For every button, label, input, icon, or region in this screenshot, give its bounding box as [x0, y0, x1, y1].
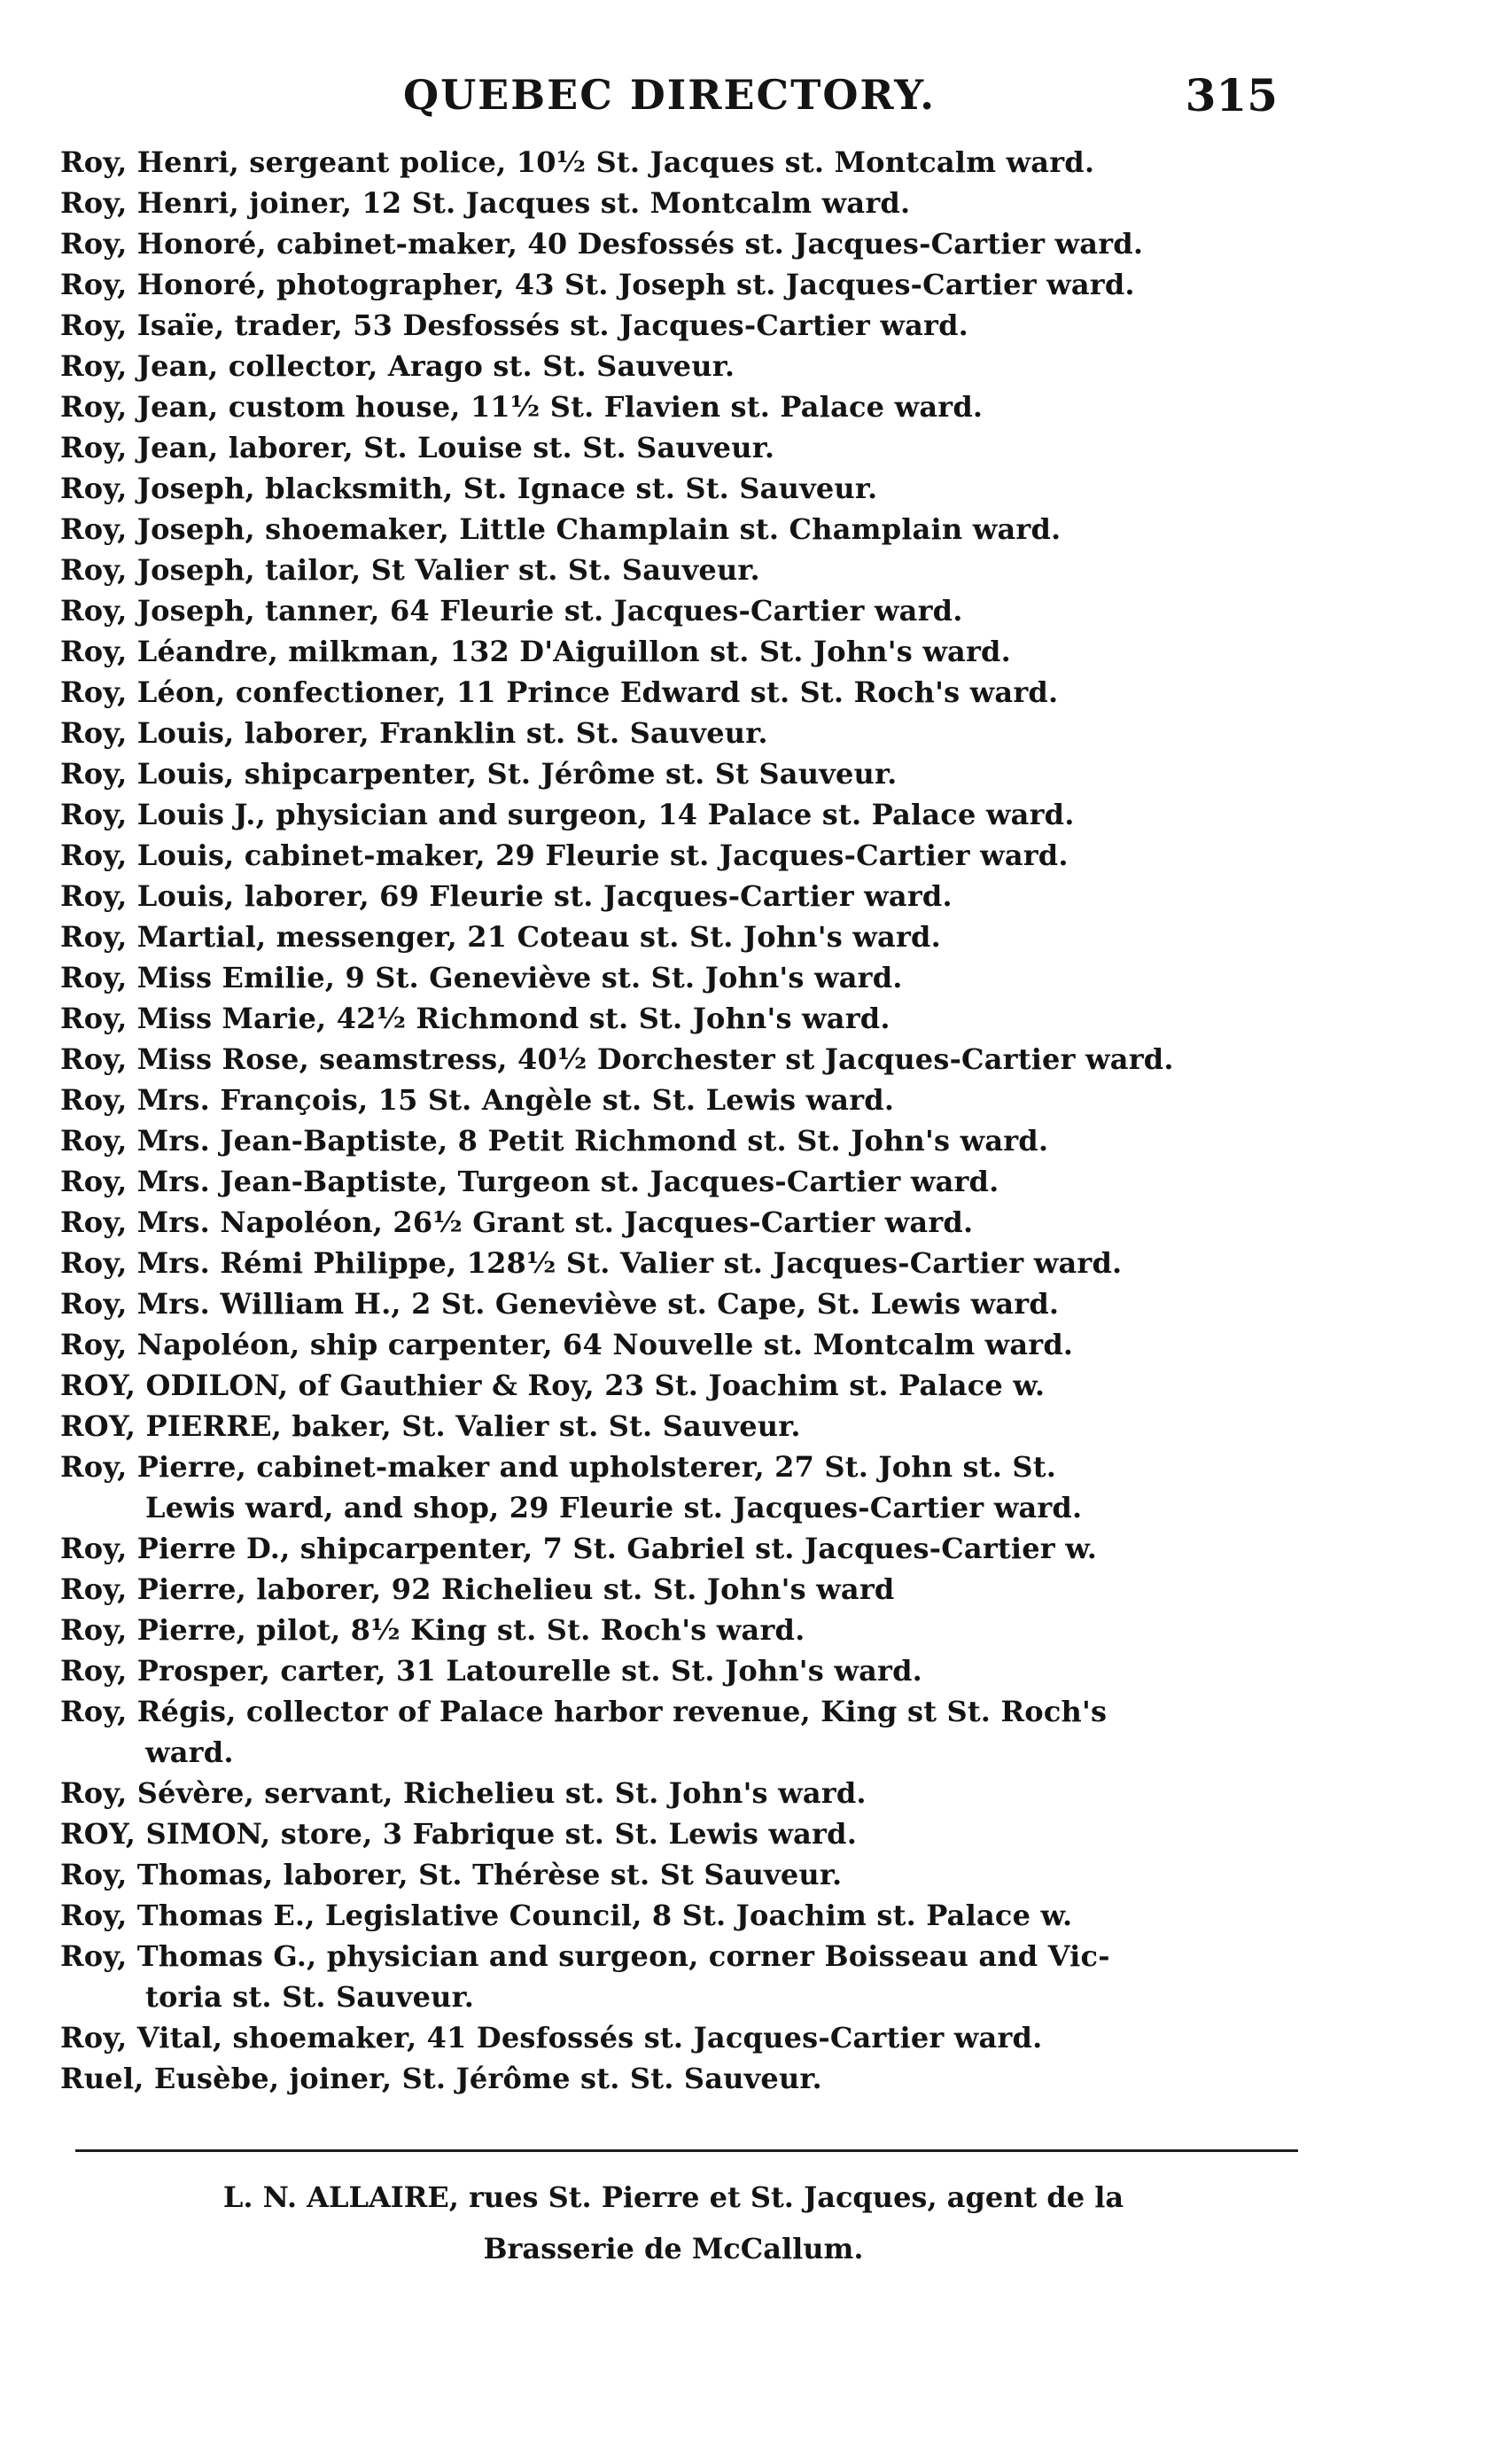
entry-text: Roy, Mrs. William H., 2 St. Geneviève st. Cape, St. Lewis ward.	[60, 1287, 1060, 1321]
entry-text: ROY, SIMON, store, 3 Fabrique st. St. Lewis ward.	[60, 1817, 858, 1851]
entry-text: Roy, Pierre, laborer, 92 Richelieu st. St. John's ward	[60, 1572, 895, 1606]
directory-entry	[60, 346, 1301, 386]
entry-text: Roy, Jean, collector, Arago st. St. Sauveur.	[60, 349, 735, 383]
entry-text: Roy, Pierre, pilot, 8½ King st. St. Roch's ward.	[60, 1613, 805, 1647]
directory-entry	[60, 183, 1301, 223]
directory-entry	[60, 1650, 1301, 1691]
directory-entry	[60, 2017, 1301, 2058]
directory-entry	[60, 1528, 1301, 1569]
directory-entry	[60, 1161, 1301, 1202]
directory-entry	[60, 1813, 1301, 1854]
directory-entry	[60, 998, 1301, 1039]
directory-entry	[60, 2058, 1301, 2099]
directory-entry	[60, 835, 1301, 876]
directory-entry	[60, 876, 1301, 916]
entry-text: ROY, ODILON, of Gauthier & Roy, 23 St. Joachim st. Palace w.	[60, 1368, 1046, 1402]
directory-entry	[60, 631, 1301, 672]
footer-divider	[75, 2149, 1298, 2152]
directory-entries	[60, 142, 1301, 2099]
directory-entry	[60, 590, 1301, 631]
directory-entry	[60, 1406, 1301, 1446]
entry-text: Roy, Régis, collector of Palace harbor revenue, King st St. Roch's	[60, 1695, 1108, 1728]
directory-entry	[60, 1365, 1301, 1406]
entry-text: Roy, Thomas E., Legislative Council, 8 St. Joachim st. Palace w.	[60, 1899, 1073, 1932]
entry-text: Roy, Mrs. Jean-Baptiste, 8 Petit Richmond st. St. John's ward.	[60, 1124, 1049, 1158]
directory-entry	[60, 550, 1301, 590]
directory-entry	[60, 1773, 1301, 1813]
entry-text: Roy, Isaïe, trader, 53 Desfossés st. Jacques-Cartier ward.	[60, 308, 968, 342]
entry-text: Roy, Louis, cabinet-maker, 29 Fleurie st. Jacques-Cartier ward.	[60, 838, 1069, 872]
directory-entry	[60, 1120, 1301, 1161]
advertisement-footer	[53, 2172, 1294, 2274]
directory-entry	[60, 1283, 1301, 1324]
directory-entry	[60, 1039, 1301, 1080]
directory-entry	[60, 468, 1301, 509]
entry-text: Roy, Napoléon, ship carpenter, 64 Nouvelle st. Montcalm ward.	[60, 1328, 1074, 1361]
directory-entry	[60, 916, 1301, 957]
entry-text: Roy, Miss Emilie, 9 St. Geneviève st. St. John's ward.	[60, 961, 903, 994]
directory-entry	[60, 1243, 1301, 1283]
entry-text: Roy, Mrs. François, 15 St. Angèle st. St. Lewis ward.	[60, 1083, 895, 1117]
directory-entry	[60, 1446, 1301, 1528]
entry-text: Roy, Miss Rose, seamstress, 40½ Dorchester st Jacques-Cartier ward.	[60, 1042, 1174, 1076]
entry-text: Roy, Henri, joiner, 12 St. Jacques st. Montcalm ward.	[60, 186, 911, 220]
entry-text: Roy, Thomas, laborer, St. Thérèse st. St Sauveur.	[60, 1858, 843, 1891]
entry-text: Roy, Louis J., physician and surgeon, 14 Palace st. Palace ward.	[60, 798, 1075, 831]
entry-text: Roy, Honoré, cabinet-maker, 40 Desfossés st. Jacques-Cartier ward.	[60, 227, 1144, 261]
directory-entry	[60, 1895, 1301, 1936]
directory-entry	[60, 794, 1301, 835]
directory-entry	[60, 264, 1301, 305]
entry-text: Roy, Miss Marie, 42½ Richmond st. St. John's ward.	[60, 1002, 890, 1035]
directory-entry	[60, 223, 1301, 264]
page-header	[53, 71, 1294, 133]
entry-text: ROY, PIERRE, baker, St. Valier st. St. Sauveur.	[60, 1409, 801, 1443]
directory-entry	[60, 1936, 1301, 2017]
entry-text: Roy, Pierre, cabinet-maker and upholsterer, 27 St. John st. St.	[60, 1450, 1057, 1484]
entry-text: Roy, Jean, custom house, 11½ St. Flavien st. Palace ward.	[60, 390, 984, 424]
entry-text: Roy, Vital, shoemaker, 41 Desfossés st. Jacques-Cartier ward.	[60, 2021, 1043, 2055]
entry-text: Roy, Mrs. Jean-Baptiste, Turgeon st. Jacques-Cartier ward.	[60, 1165, 999, 1198]
directory-entry	[60, 1610, 1301, 1650]
directory-entry	[60, 305, 1301, 346]
running-head-title: QUEBEC DIRECTORY.	[403, 71, 937, 119]
entry-text: Roy, Thomas G., physician and surgeon, corner Boisseau and Vic-	[60, 1939, 1110, 1973]
entry-text: Roy, Martial, messenger, 21 Coteau st. St. John's ward.	[60, 920, 941, 954]
directory-entry	[60, 1691, 1301, 1773]
entry-text: Ruel, Eusèbe, joiner, St. Jérôme st. St. Sauveur.	[60, 2062, 822, 2095]
entry-text: Roy, Sévère, servant, Richelieu st. St. John's ward.	[60, 1776, 867, 1810]
entry-text: Roy, Joseph, tailor, St Valier st. St. Sauveur.	[60, 553, 760, 587]
entry-text: Roy, Honoré, photographer, 43 St. Joseph st. Jacques-Cartier ward.	[60, 268, 1135, 301]
entry-text: Roy, Henri, sergeant police, 10½ St. Jacques st. Montcalm ward.	[60, 145, 1095, 179]
advertisement-line-1: L. N. ALLAIRE, rues St. Pierre et St. Jacques, agent de la	[222, 2180, 1124, 2214]
entry-text: Roy, Léandre, milkman, 132 D'Aiguillon st. St. John's ward.	[60, 635, 1011, 668]
directory-entry	[60, 427, 1301, 468]
directory-entry	[60, 142, 1301, 183]
entry-text: Roy, Joseph, tanner, 64 Fleurie st. Jacques-Cartier ward.	[60, 594, 963, 628]
entry-text: Roy, Prosper, carter, 31 Latourelle st. St. John's ward.	[60, 1654, 923, 1688]
entry-text: Roy, Louis, shipcarpenter, St. Jérôme st. St Sauveur.	[60, 757, 898, 791]
entry-continuation: ward.	[145, 1735, 234, 1769]
directory-entry	[60, 672, 1301, 713]
entry-continuation: toria st. St. Sauveur.	[145, 1980, 475, 2014]
entry-text: Roy, Joseph, blacksmith, St. Ignace st. St. Sauveur.	[60, 472, 878, 505]
directory-entry	[60, 1080, 1301, 1120]
directory-entry	[60, 957, 1301, 998]
entry-text: Roy, Mrs. Rémi Philippe, 128½ St. Valier st. Jacques-Cartier ward.	[60, 1246, 1123, 1280]
page-number: 315	[1185, 69, 1278, 121]
directory-entry	[60, 713, 1301, 753]
entry-text: Roy, Mrs. Napoléon, 26½ Grant st. Jacques-Cartier ward.	[60, 1205, 974, 1239]
entry-text: Roy, Pierre D., shipcarpenter, 7 St. Gabriel st. Jacques-Cartier w.	[60, 1532, 1098, 1565]
directory-entry	[60, 1569, 1301, 1610]
advertisement-line-2: Brasserie de McCallum.	[483, 2232, 864, 2265]
entry-text: Roy, Louis, laborer, Franklin st. St. Sauveur.	[60, 716, 768, 750]
directory-entry	[60, 509, 1301, 550]
directory-entry	[60, 753, 1301, 794]
entry-continuation: Lewis ward, and shop, 29 Fleurie st. Jacques-Cartier ward.	[145, 1491, 1083, 1524]
directory-entry	[60, 1324, 1301, 1365]
entry-text: Roy, Louis, laborer, 69 Fleurie st. Jacques-Cartier ward.	[60, 879, 953, 913]
entry-text: Roy, Joseph, shoemaker, Little Champlain st. Champlain ward.	[60, 512, 1062, 546]
entry-text: Roy, Jean, laborer, St. Louise st. St. Sauveur.	[60, 431, 775, 464]
entry-text: Roy, Léon, confectioner, 11 Prince Edward st. St. Roch's ward.	[60, 675, 1059, 709]
directory-entry	[60, 1202, 1301, 1243]
directory-entry	[60, 1854, 1301, 1895]
directory-entry	[60, 386, 1301, 427]
